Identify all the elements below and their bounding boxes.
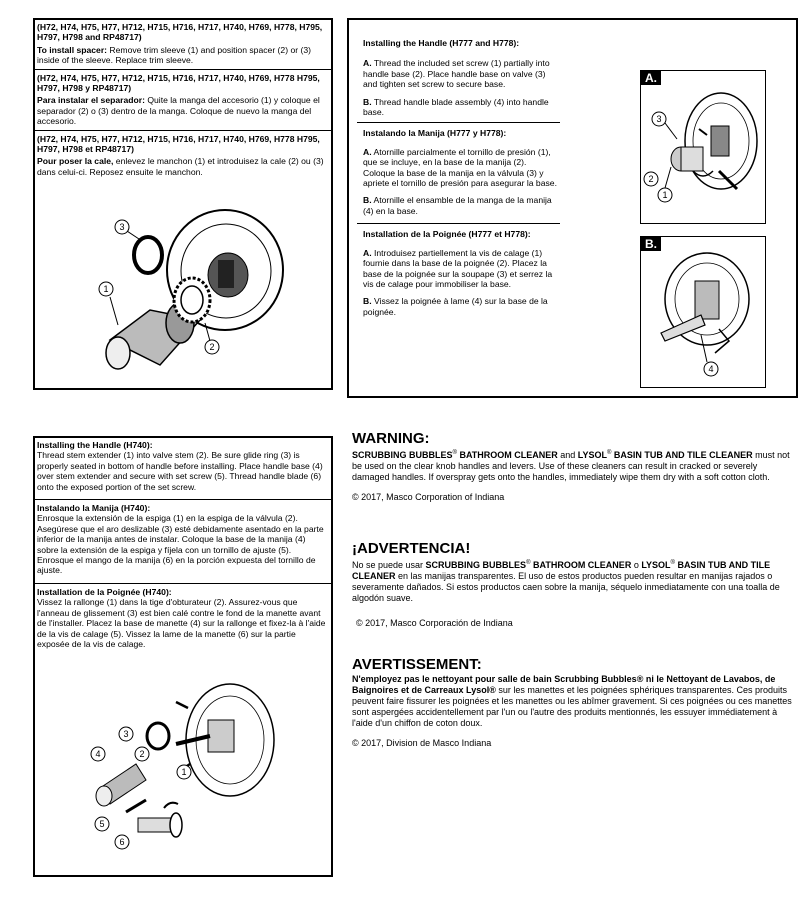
warning-product1: BATHROOM CLEANER (530, 560, 632, 570)
h777-title-fr: Installation de la Poignée (H777 et H778): (363, 229, 531, 240)
callout-4: 4 (95, 749, 101, 759)
warning-fr-body (352, 674, 792, 729)
figure-b (640, 236, 766, 388)
h777-text (363, 38, 558, 324)
warning-brand1: SCRUBBING BUBBLES (425, 560, 527, 570)
spacer-models-fr: (H72, H74, H75, H77, H712, H715, H716, H717, H740, H769, H778 H795, H797, H798 et RP48717) (37, 133, 320, 155)
warning-product2: BASIN TUB AND TILE CLEANER (611, 450, 753, 460)
step-b-label: B. (363, 195, 372, 206)
spacer-label-en: To install spacer: (37, 44, 108, 55)
step-b-body: Atornille el ensamble de la manga de la manija (4) en la base. (363, 195, 552, 216)
callout-4: 4 (708, 364, 714, 374)
h740-text (37, 440, 329, 656)
warning-product1: BATHROOM CLEANER (456, 450, 558, 460)
h740-diagram (80, 660, 300, 870)
figure-b-label: B. (641, 237, 661, 251)
warning-brand1: SCRUBBING BUBBLES (352, 450, 453, 460)
warning-en-text: must not be used on the clear knob handles and levers. Use of these cleaners can result in cracked or severely damaged handles. If overspray gets onto the handles, immediately wipe them dry with a soft cotton cloth. (352, 450, 790, 482)
callout-3: 3 (123, 729, 129, 739)
h740-body-es: Enrosque la extensión de la espiga (1) en la espiga de la válvula (2). Asegúrese que el aro deslizable (3) esté debidamente asentado en la parte inferior de la manija antes de instalar. Coloque la base de la manija (4) sobre la extensión de la espiga y fíjela con un tornillo de ajuste (5). Enrosque el mango de la manija (6) en la porción expuesta del tornillo de ajuste. (37, 513, 324, 576)
warning-en-copyright: © 2017, Masco Corporation of Indiana (352, 492, 505, 502)
h777-step-b-en (363, 97, 558, 118)
warning-fr-section (352, 656, 792, 756)
spacer-instructions-fr (37, 156, 329, 177)
warning-product2: BASIN TUB AND TILE CLEANER (352, 560, 771, 581)
h777-step-a-en (363, 58, 558, 89)
h740-title-en: Installing the Handle (H740): (37, 440, 153, 450)
h740-body-fr: Vissez la rallonge (1) dans la tige d'obturateur (2). Assurez-vous que l'anneau de glissement (3) est bien calé contre le fond de la manette avant de l'installer. Placez la base de manette (4) sur la rallonge et fixez-la à l'aide de la vis de calage (5). Vissez la lame de la manette (6) sur la partie exposée de la vis de calage. (37, 597, 326, 649)
spacer-label-es: Para instalar el separador: (37, 95, 145, 106)
step-a-body: Thread the included set screw (1) partially into handle base (2). Place handle base on valve (3) and tighten set screw to secure base. (363, 58, 550, 90)
warning-es-lead: No se puede usar (352, 560, 426, 570)
spacer-diagram (90, 205, 290, 385)
warning-en-section (352, 430, 792, 510)
spacer-body-fr: enlevez le manchon (1) et introduisez la cale (2) ou (3) dans celui-ci. Reposez ensuite le manchon. (37, 156, 324, 177)
step-a-label: A. (363, 146, 372, 157)
spacer-text (37, 22, 329, 184)
warning-es-copyright: © 2017, Masco Corporación de Indiana (356, 618, 513, 628)
callout-1: 1 (103, 284, 109, 294)
callout-3: 3 (119, 222, 125, 232)
step-b-body: Thread handle blade assembly (4) into handle base. (363, 96, 549, 118)
spacer-models-en: (H72, H74, H75, H77, H712, H715, H716, H717, H740, H769, H778, H795, H797, H798 and RP48717) (37, 22, 323, 43)
warning-and: and (557, 450, 578, 460)
warning-fr-bold: N'employez pas le nettoyant pour salle de bain Scrubbing Bubbles® ni le Nettoyant de Lavabos, de Baignoires et de Carreaux Lysol® (352, 674, 776, 695)
warning-en-heading: WARNING: (352, 430, 430, 447)
spacer-instructions-es (37, 95, 329, 126)
step-b-body: Vissez la poignée à lame (4) sur la base de la poignée. (363, 296, 548, 317)
step-a-label: A. (363, 58, 372, 69)
warning-es-text: en las manijas transparentes. El uso de estos productos pueden resultar en manijas rajados o severamente dañados. Si estos productos caen sobre la manija, séquelo inmediatamente con una toalla de algodón suave. (352, 571, 780, 603)
callout-2: 2 (139, 749, 145, 759)
step-b-label: B. (363, 96, 372, 107)
figure-b-drawing (641, 237, 765, 387)
h740-title-fr: Installation de la Poignée (H740): (37, 586, 172, 597)
callout-3: 3 (656, 114, 662, 124)
warning-es-section (352, 540, 792, 636)
callout-1: 1 (181, 767, 187, 777)
callout-5: 5 (99, 819, 105, 829)
h777-title-en: Installing the Handle (H777 and H778): (363, 38, 520, 48)
callout-2: 2 (209, 342, 215, 352)
h777-step-b-es (363, 195, 558, 216)
spacer-label-fr: Pour poser la cale, (37, 156, 114, 167)
callout-2: 2 (648, 174, 654, 184)
warning-es-body: No se puede usar SCRUBBING BUBBLES® BATHROOM CLEANER o LYSOL® BASIN TUB AND TILE CLEANER en las manijas transparentes. El uso de estos productos pueden resultar en manijas rajados o severamente dañados. Si estos productos caen sobre la manija, séquelo inmediatamente con una toalla de algodón suave. (352, 560, 780, 603)
warning-fr-heading: AVERTISSEMENT: (352, 656, 482, 673)
warning-brand2: LYSOL (577, 450, 607, 460)
figure-a (640, 70, 766, 224)
figure-a-drawing (641, 71, 765, 223)
warning-brand2: LYSOL (641, 560, 671, 570)
warning-or: o (631, 560, 642, 570)
spacer-body-es: Quite la manga del accesorio (1) y coloque el separador (2) o (3) dentro de la manga. Coloque de nuevo la manga del accesorio. (37, 95, 320, 127)
callout-1: 1 (662, 190, 668, 200)
warning-en-body: SCRUBBING BUBBLES® BATHROOM CLEANER and LYSOL® BASIN TUB AND TILE CLEANER must not be used on the clear knob handles and levers. Use of these cleaners can result in cracked or severely damaged handles. If overspray gets onto the handles, immediately wipe them dry with a soft cotton cloth. (352, 450, 790, 482)
step-b-label: B. (363, 296, 372, 307)
step-a-body: Introduisez partiellement la vis de calage (1) fournie dans la base de la poignée (2). Placez la base de la poignée sur la soupape (3) et serrez la vis de calage pour immobiliser la base. (363, 247, 553, 289)
callout-6: 6 (119, 837, 125, 847)
warning-fr-copyright: © 2017, Division de Masco Indiana (352, 738, 492, 748)
step-a-label: A. (363, 247, 372, 258)
spacer-instructions-en (37, 45, 329, 66)
h740-title-es: Instalando la Manija (H740): (37, 503, 151, 514)
figure-a-label: A. (641, 71, 661, 85)
h740-body-en: Thread stem extender (1) into valve stem (2). Be sure glide ring (3) is properly seated in bottom of handle before installing. Place handle base (4) over stem extender and secure with set screw (5). Thread handle blade (6) onto the exposed portion of the set screw. (37, 450, 323, 492)
spacer-models-es: (H72, H74, H75, H77, H712, H715, H716, H717, H740, H769, H778 H795, H797, H798 y RP48717) (37, 72, 320, 94)
h777-title-es: Instalando la Manija (H777 y H778): (363, 128, 507, 139)
spacer-body-en: Remove trim sleeve (1) and position spacer (2) or (3) inside of the sleeve. Replace trim sleeve. (37, 44, 311, 66)
warning-fr-text: sur les manettes et les poignées sphériques transparentes. Ces produits peuvent faire fissurer les poignées et les manettes ou les abîmer gravement. Si ces poignées ou ces manettes sont aspergées accidentellement par l'un ou l'autre des produits mentionnés, les essuyer immédiatement à l'aide d'un chiffon de coton doux. (352, 685, 792, 728)
h777-step-a-es (363, 147, 558, 189)
step-a-body: Atornille parcialmente el tornillo de presión (1), que se incluye, en la base de la manija (2). Coloque la base de la manija en la válvula (3) y apriete el tornillo de presión para asegurar la base. (363, 146, 557, 189)
h777-step-b-fr (363, 296, 558, 317)
warning-es-heading: ¡ADVERTENCIA! (352, 540, 471, 557)
h777-step-a-fr (363, 248, 558, 290)
